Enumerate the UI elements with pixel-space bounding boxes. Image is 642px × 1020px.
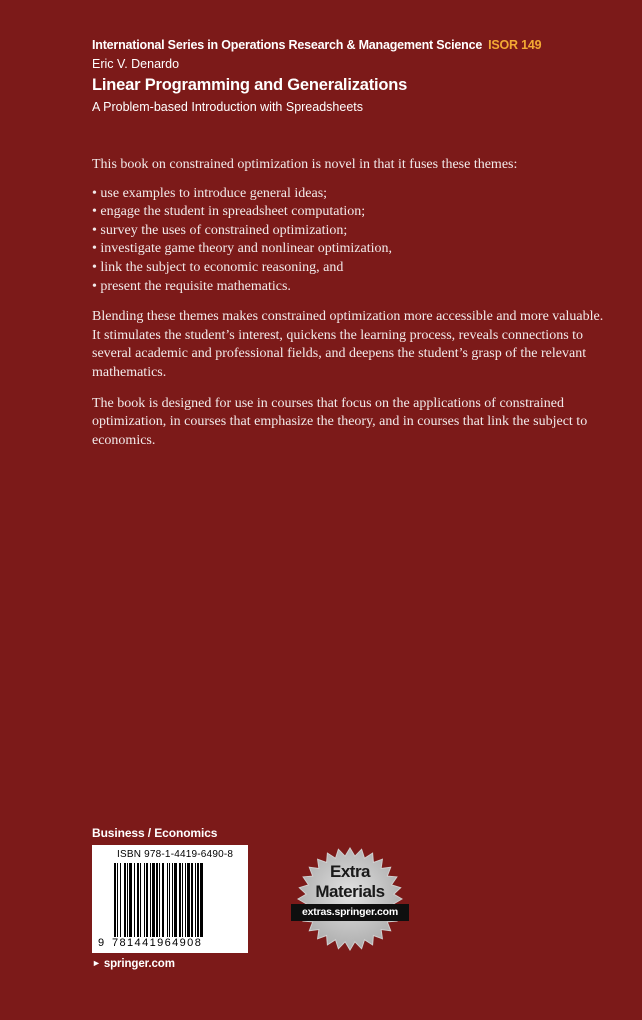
arrow-icon: ► <box>92 958 101 968</box>
publisher-url: springer.com <box>103 958 175 970</box>
barcode-bar <box>191 863 193 937</box>
book-subtitle: A Problem-based Introduction with Spreadsheets <box>92 100 363 114</box>
theme-item: • use examples to introduce general ideas; <box>92 185 604 204</box>
series-number: ISOR 149 <box>488 38 542 52</box>
barcode-bar <box>120 863 121 937</box>
courses-paragraph: The book is designed for use in courses that focus on the applications of constrained optimization, in courses that emphasize the theory, and in courses that link the subject to economics. <box>92 395 588 448</box>
barcode-bar <box>172 863 173 937</box>
theme-item: • investigate game theory and nonlinear optimization, <box>92 240 604 259</box>
barcode-digit-string: 781441964908 <box>112 937 203 949</box>
theme-item: • engage the student in spreadsheet computation; <box>92 203 604 222</box>
barcode-bar <box>137 863 139 937</box>
cover-header <box>92 36 612 116</box>
barcode-bar <box>134 863 135 937</box>
barcode-bars <box>114 863 230 941</box>
barcode-bar <box>195 863 196 937</box>
blending-paragraph: Blending these themes makes constrained optimization more accessible and more valuable. It stimulates the student’s interest, quickens the learning process, reveals connections to several academic and professional fields, and deepens the student’s grasp of the relevant mathematics. <box>92 309 604 380</box>
barcode-bar <box>124 863 126 937</box>
theme-item: • present the requisite mathematics. <box>92 278 604 297</box>
barcode-bar <box>150 863 151 937</box>
blurb <box>92 156 604 450</box>
themes-list <box>92 185 604 297</box>
barcode-bar <box>167 863 168 937</box>
barcode-bar <box>159 863 160 937</box>
author: Eric V. Denardo <box>92 57 180 71</box>
series-title <box>92 36 612 54</box>
barcode-bar <box>114 863 116 937</box>
barcode-bar <box>117 863 118 937</box>
category-label: Business / Economics <box>92 826 218 840</box>
publisher-link[interactable] <box>92 958 175 970</box>
series-name: International Series in Operations Research & Management Science <box>92 38 483 52</box>
barcode-bar <box>127 863 128 937</box>
extras-url[interactable]: extras.springer.com <box>291 904 409 921</box>
barcode-bar <box>129 863 132 937</box>
extra-materials-badge[interactable] <box>283 846 417 957</box>
isbn-barcode <box>92 845 248 953</box>
barcode-digits <box>98 937 244 949</box>
barcode-bar <box>146 863 148 937</box>
barcode-bar <box>187 863 190 937</box>
theme-item: • survey the uses of constrained optimization; <box>92 222 604 241</box>
barcode-bar <box>185 863 186 937</box>
barcode-bar <box>162 863 164 937</box>
barcode-bar <box>144 863 145 937</box>
badge-line-extra: Extra <box>329 862 371 881</box>
isbn-label: ISBN 978-1-4419-6490-8 <box>117 849 234 860</box>
barcode-bar <box>156 863 158 937</box>
barcode-first-digit: 9 <box>98 937 106 949</box>
barcode-bar <box>169 863 170 937</box>
badge-line-materials: Materials <box>315 882 385 901</box>
intro-paragraph: This book on constrained optimization is novel in that it fuses these themes: <box>92 157 518 172</box>
barcode-bar <box>182 863 183 937</box>
barcode-bar <box>197 863 199 937</box>
barcode-bar <box>179 863 181 937</box>
barcode-bar <box>140 863 141 937</box>
barcode-bar <box>174 863 177 937</box>
barcode-bar <box>200 863 203 937</box>
theme-item: • link the subject to economic reasoning, and <box>92 259 604 278</box>
barcode-bar <box>152 863 155 937</box>
book-title: Linear Programming and Generalizations <box>92 76 408 94</box>
